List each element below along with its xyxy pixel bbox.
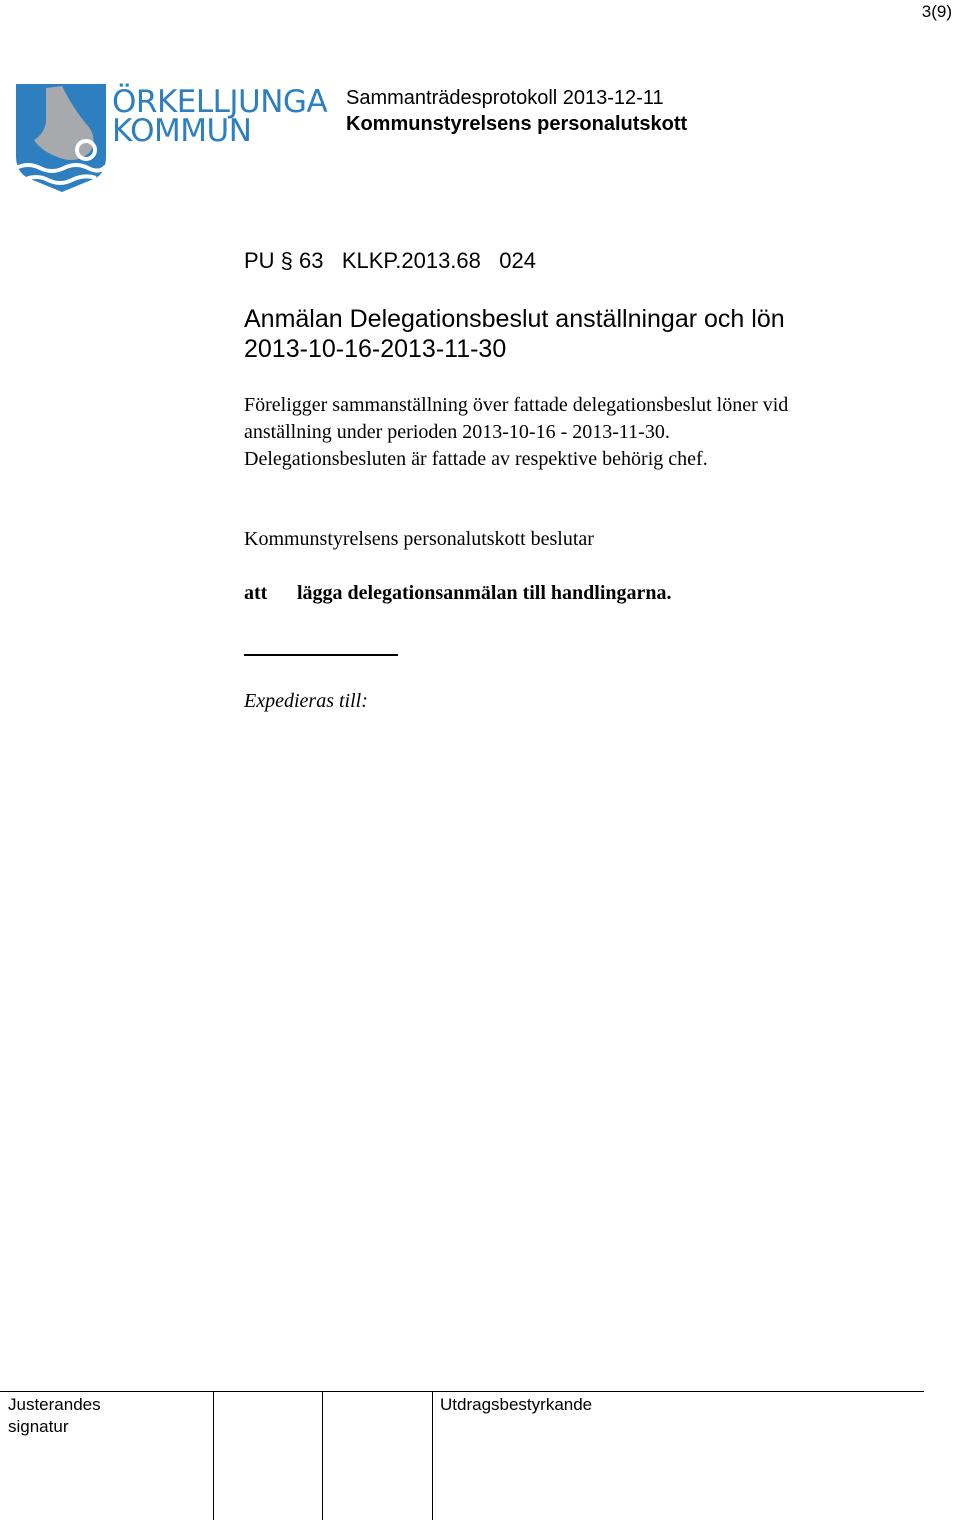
municipality-logo-icon: [16, 84, 106, 192]
body-line3: Delegationsbesluten är fattade av respektive behörig chef.: [244, 448, 708, 470]
item-body: [244, 392, 944, 473]
logo-wordmark: [112, 84, 328, 149]
item-heading: [244, 304, 944, 364]
protocol-title: Sammanträdesprotokoll 2013-12-11: [346, 87, 664, 109]
footer-rule: [0, 1391, 924, 1392]
logo-line1: ÖRKELLJUNGA: [112, 84, 328, 120]
decision-heading: Kommunstyrelsens personalutskott beslutar: [244, 528, 594, 550]
justerandes-line2: signatur: [8, 1417, 69, 1436]
logo-line2: KOMMUN: [112, 113, 252, 149]
decision-label: att: [244, 582, 268, 604]
justerandes-signatur-label: [8, 1394, 101, 1438]
signature-box-divider: [432, 1391, 433, 1520]
divider: [244, 654, 398, 656]
paragraph-reference: PU § 63 KLKP.2013.68 024: [244, 248, 536, 273]
item-heading-line2: 2013-10-16-2013-11-30: [244, 335, 507, 363]
item-heading-line1: Anmälan Delegationsbeslut anställningar och lön: [244, 305, 785, 333]
body-line2: anställning under perioden 2013-10-16 - 2013-11-30.: [244, 421, 670, 443]
body-line1: Föreligger sammanställning över fattade delegationsbeslut löner vid: [244, 394, 789, 416]
signature-box-divider: [213, 1391, 214, 1520]
page-number: 3(9): [921, 2, 952, 21]
justerandes-line1: Justerandes: [8, 1395, 101, 1414]
decision-text: lägga delegationsanmälan till handlingarna.: [297, 582, 672, 604]
signature-box-divider: [322, 1391, 323, 1520]
utdragsbestyrkande-label: Utdragsbestyrkande: [440, 1395, 593, 1414]
distribution-label: Expedieras till:: [244, 690, 368, 712]
committee-name: Kommunstyrelsens personalutskott: [346, 113, 688, 135]
